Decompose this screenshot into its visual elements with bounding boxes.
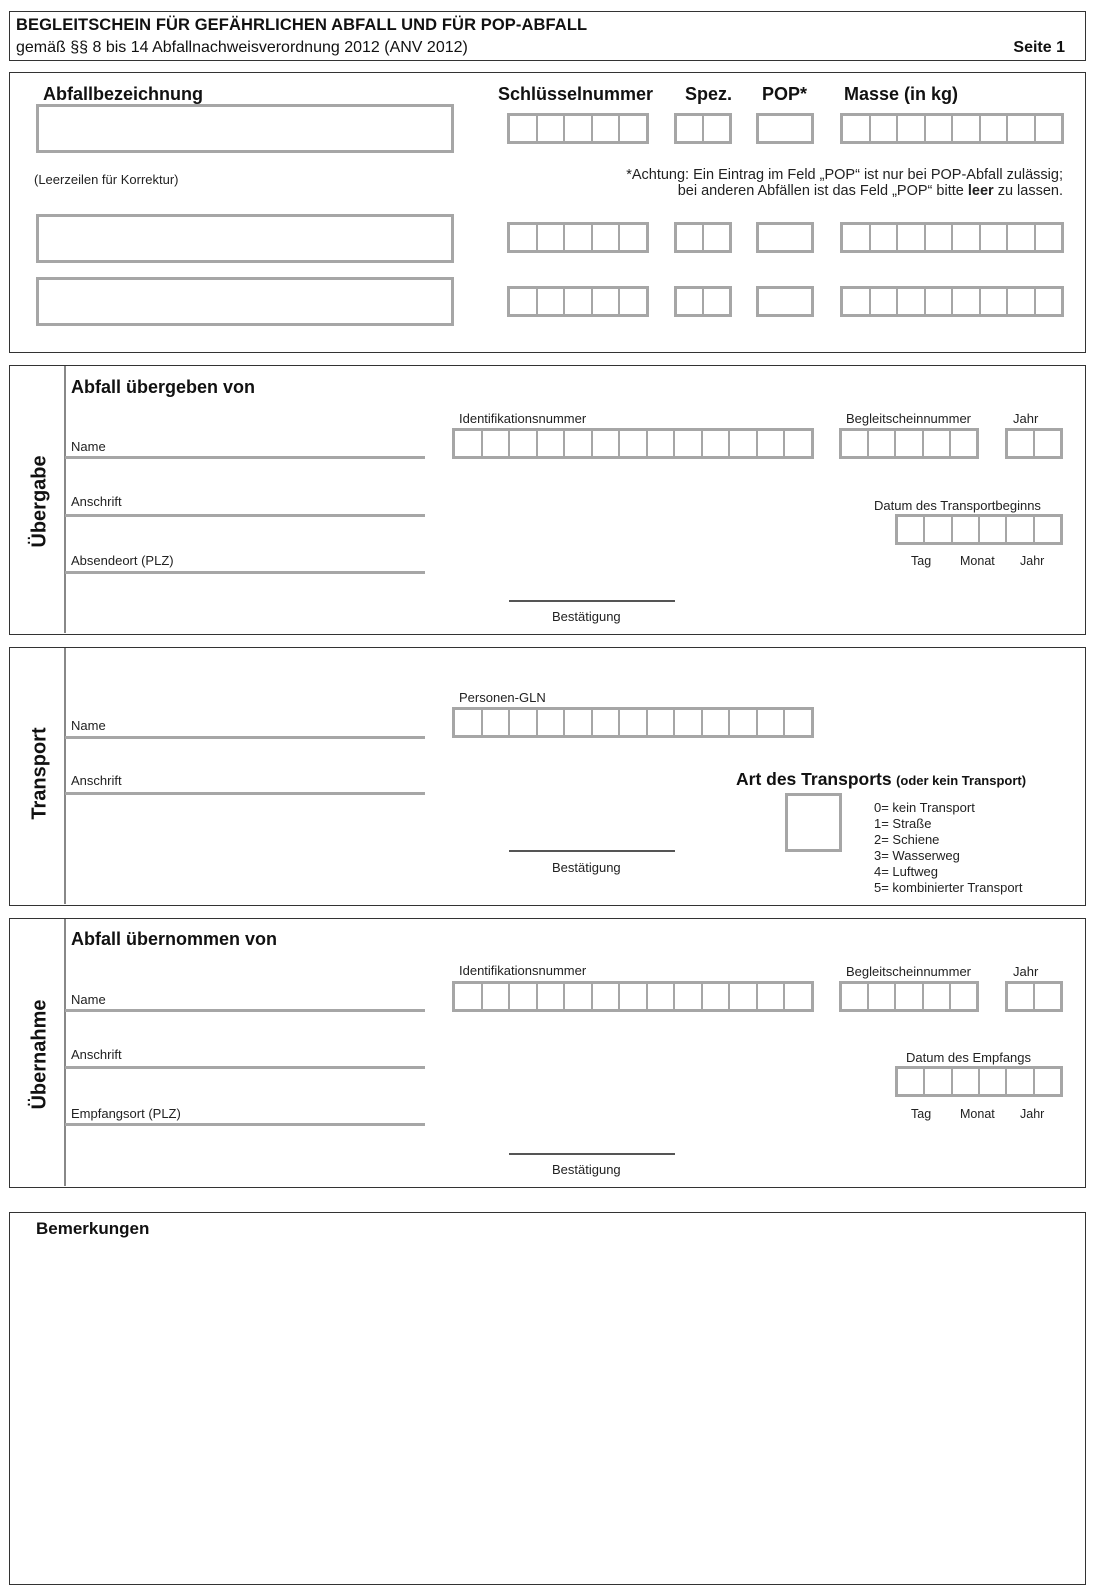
- handover-heading: Abfall übergeben von: [71, 377, 256, 397]
- transport-type-heading: Art des Transports (oder kein Transport): [736, 769, 1027, 789]
- takeover-month-label: Monat: [960, 1107, 995, 1121]
- handover-signature-line[interactable]: [509, 600, 675, 602]
- key-number-cells-2[interactable]: [507, 222, 649, 253]
- mass-heading: Masse (in kg): [844, 84, 959, 104]
- handover-slip-label: Begleitscheinnummer: [846, 411, 972, 426]
- transport-gln-label: Personen-GLN: [459, 690, 546, 705]
- remarks-section[interactable]: [9, 1212, 1086, 1585]
- handover-divider: [64, 366, 66, 633]
- handover-date-label: Datum des Transportbeginns: [874, 498, 1041, 513]
- handover-confirm-label: Bestätigung: [552, 609, 621, 624]
- takeover-destination-field[interactable]: [65, 1123, 425, 1126]
- waste-designation-heading: Abfallbezeichnung: [43, 84, 204, 104]
- transport-option-5: 5= kombinierter Transport: [874, 880, 1023, 895]
- takeover-slip-label: Begleitscheinnummer: [846, 964, 972, 979]
- mass-cells-1[interactable]: [840, 113, 1064, 144]
- spec-cells-3[interactable]: [674, 286, 732, 317]
- transport-type-legend: [874, 800, 1022, 896]
- transport-side-label: Transport: [28, 727, 51, 820]
- takeover-name-label: Name: [71, 992, 106, 1007]
- transport-option-0: 0= kein Transport: [874, 800, 975, 815]
- transport-option-1: 1= Straße: [874, 816, 932, 831]
- takeover-address-label: Anschrift: [71, 1047, 122, 1062]
- key-number-cells-3[interactable]: [507, 286, 649, 317]
- header-frame: [9, 11, 1086, 61]
- handover-origin-field[interactable]: [65, 571, 425, 574]
- page-number: Seite 1: [1013, 39, 1065, 56]
- takeover-heading: Abfall übernommen von: [71, 929, 278, 949]
- takeover-side-label: Übernahme: [28, 999, 51, 1110]
- takeover-name-field[interactable]: [65, 1009, 425, 1012]
- takeover-address-field[interactable]: [65, 1066, 425, 1069]
- handover-id-cells[interactable]: [452, 428, 814, 459]
- transport-option-3: 3= Wasserweg: [874, 848, 960, 863]
- handover-month-label: Monat: [960, 554, 995, 568]
- handover-date-year-label: Jahr: [1020, 554, 1045, 568]
- spec-heading: Spez.: [685, 84, 733, 104]
- transport-type-input[interactable]: [785, 793, 842, 852]
- handover-name-field[interactable]: [65, 456, 425, 459]
- transport-address-label: Anschrift: [71, 773, 122, 788]
- handover-day-label: Tag: [911, 554, 932, 568]
- form-subtitle: gemäß §§ 8 bis 14 Abfallnachweisverordnung 2012 (ANV 2012): [16, 39, 468, 56]
- key-number-cells-1[interactable]: [507, 113, 649, 144]
- pop-note-line-1: *Achtung: Ein Eintrag im Feld „POP“ ist nur bei POP-Abfall zulässig;: [626, 167, 1063, 183]
- transport-name-label: Name: [71, 718, 106, 733]
- transport-signature-line[interactable]: [509, 850, 675, 852]
- handover-year-cells[interactable]: [1005, 428, 1063, 459]
- key-number-heading: Schlüsselnummer: [498, 84, 654, 104]
- handover-address-label: Anschrift: [71, 494, 122, 509]
- waste-section: [9, 72, 1086, 353]
- takeover-destination-label: Empfangsort (PLZ): [71, 1106, 181, 1121]
- transport-option-4: 4= Luftweg: [874, 864, 938, 879]
- takeover-signature-line[interactable]: [509, 1153, 675, 1155]
- pop-cell-3[interactable]: [756, 286, 814, 317]
- waste-designation-input-2[interactable]: [36, 214, 454, 263]
- takeover-year-label: Jahr: [1013, 964, 1039, 979]
- handover-year-label: Jahr: [1013, 411, 1039, 426]
- takeover-date-year-label: Jahr: [1020, 1107, 1045, 1121]
- pop-cell-1[interactable]: [756, 113, 814, 144]
- waste-designation-input-1[interactable]: [36, 104, 454, 153]
- mass-cells-2[interactable]: [840, 222, 1064, 253]
- takeover-id-cells[interactable]: [452, 981, 814, 1012]
- takeover-year-cells[interactable]: [1005, 981, 1063, 1012]
- handover-side-label: Übergabe: [28, 455, 51, 548]
- handover-origin-label: Absendeort (PLZ): [71, 553, 174, 568]
- transport-name-field[interactable]: [65, 736, 425, 739]
- spec-cells-2[interactable]: [674, 222, 732, 253]
- transport-confirm-label: Bestätigung: [552, 860, 621, 875]
- transport-address-field[interactable]: [65, 792, 425, 795]
- takeover-date-label: Datum des Empfangs: [906, 1050, 1032, 1065]
- takeover-confirm-label: Bestätigung: [552, 1162, 621, 1177]
- takeover-slip-cells[interactable]: [839, 981, 979, 1012]
- takeover-section: [9, 918, 1086, 1188]
- takeover-divider: [64, 919, 66, 1186]
- handover-address-field[interactable]: [65, 514, 425, 517]
- handover-id-label: Identifikationsnummer: [459, 411, 587, 426]
- pop-cell-2[interactable]: [756, 222, 814, 253]
- transport-option-2: 2= Schiene: [874, 832, 940, 847]
- takeover-id-label: Identifikationsnummer: [459, 963, 587, 978]
- handover-section: [9, 365, 1086, 635]
- correction-note: (Leerzeilen für Korrektur): [34, 172, 179, 187]
- handover-slip-cells[interactable]: [839, 428, 979, 459]
- takeover-day-label: Tag: [911, 1107, 932, 1121]
- spec-cells-1[interactable]: [674, 113, 732, 144]
- form-title: BEGLEITSCHEIN FÜR GEFÄHRLICHEN ABFALL UND FÜR POP-ABFALL: [16, 16, 588, 34]
- waste-designation-input-3[interactable]: [36, 277, 454, 326]
- transport-divider: [64, 648, 66, 904]
- remarks-heading: Bemerkungen: [36, 1219, 150, 1238]
- takeover-date-cells[interactable]: [895, 1066, 1063, 1097]
- mass-cells-3[interactable]: [840, 286, 1064, 317]
- pop-heading: POP*: [762, 84, 808, 104]
- transport-section: [9, 647, 1086, 906]
- pop-note-line-2: bei anderen Abfällen ist das Feld „POP“ bitte leer zu lassen.: [677, 183, 1063, 199]
- transport-gln-cells[interactable]: [452, 707, 814, 738]
- pop-note: [626, 167, 1063, 199]
- handover-name-label: Name: [71, 439, 106, 454]
- handover-date-cells[interactable]: [895, 514, 1063, 545]
